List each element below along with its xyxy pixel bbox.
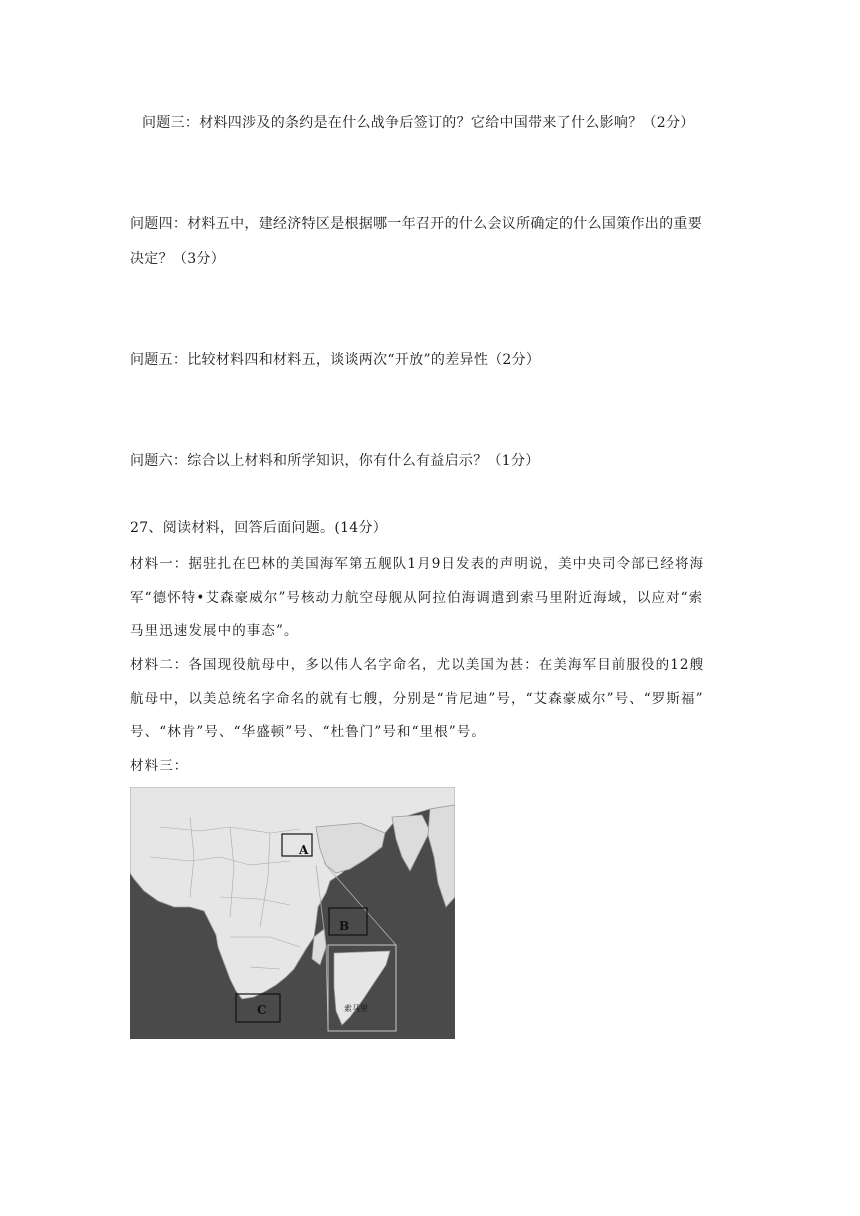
- material-3-label: 材料三：: [130, 758, 189, 774]
- question-27-heading: 27、阅读材料，回答后面问题。(14分）: [130, 520, 388, 536]
- map-label-c: C: [257, 1003, 267, 1017]
- question-4-line-2: 决定？（3分）: [130, 251, 226, 267]
- material-1-line-2: 军“德怀特•艾森豪威尔”号核动力航空母舰从阿拉伯海调遣到索马里附近海域，以应对“索: [130, 590, 704, 606]
- material-2-line-1: 材料二：各国现役航母中，多以伟人名字命名，尤以美国为甚：在美海军目前服役的12艘: [130, 657, 705, 673]
- question-3: 问题三：材料四涉及的条约是在什么战争后签订的？它给中国带来了什么影响？（2分）: [142, 115, 695, 131]
- material-1-line-3: 马里迅速发展中的事态”。: [130, 623, 299, 639]
- africa-map-svg: [130, 787, 455, 1039]
- map-label-b: B: [339, 919, 350, 933]
- material-2-line-2: 航母中，以美总统名字命名的就有七艘，分别是“肯尼迪”号，“艾森豪威尔”号、“罗斯福”: [130, 691, 704, 707]
- africa-map-figure: [130, 787, 455, 1039]
- material-1-line-1: 材料一：据驻扎在巴林的美国海军第五舰队1月9日发表的声明说，美中央司令部已经将海: [130, 556, 705, 572]
- question-4-line-1: 问题四：材料五中，建经济特区是根据哪一年召开的什么会议所确定的什么国策作出的重要: [130, 216, 702, 232]
- question-6: 问题六：综合以上材料和所学知识，你有什么有益启示？（1分）: [130, 453, 540, 469]
- question-5: 问题五：比较材料四和材料五，谈谈两次“开放”的差异性（2分）: [130, 352, 541, 368]
- material-2-line-3: 号、“林肯”号、“华盛顿”号、“杜鲁门”号和“里根”号。: [130, 724, 487, 740]
- map-label-a: A: [299, 843, 309, 857]
- map-inset-label: 索马里: [344, 1004, 368, 1013]
